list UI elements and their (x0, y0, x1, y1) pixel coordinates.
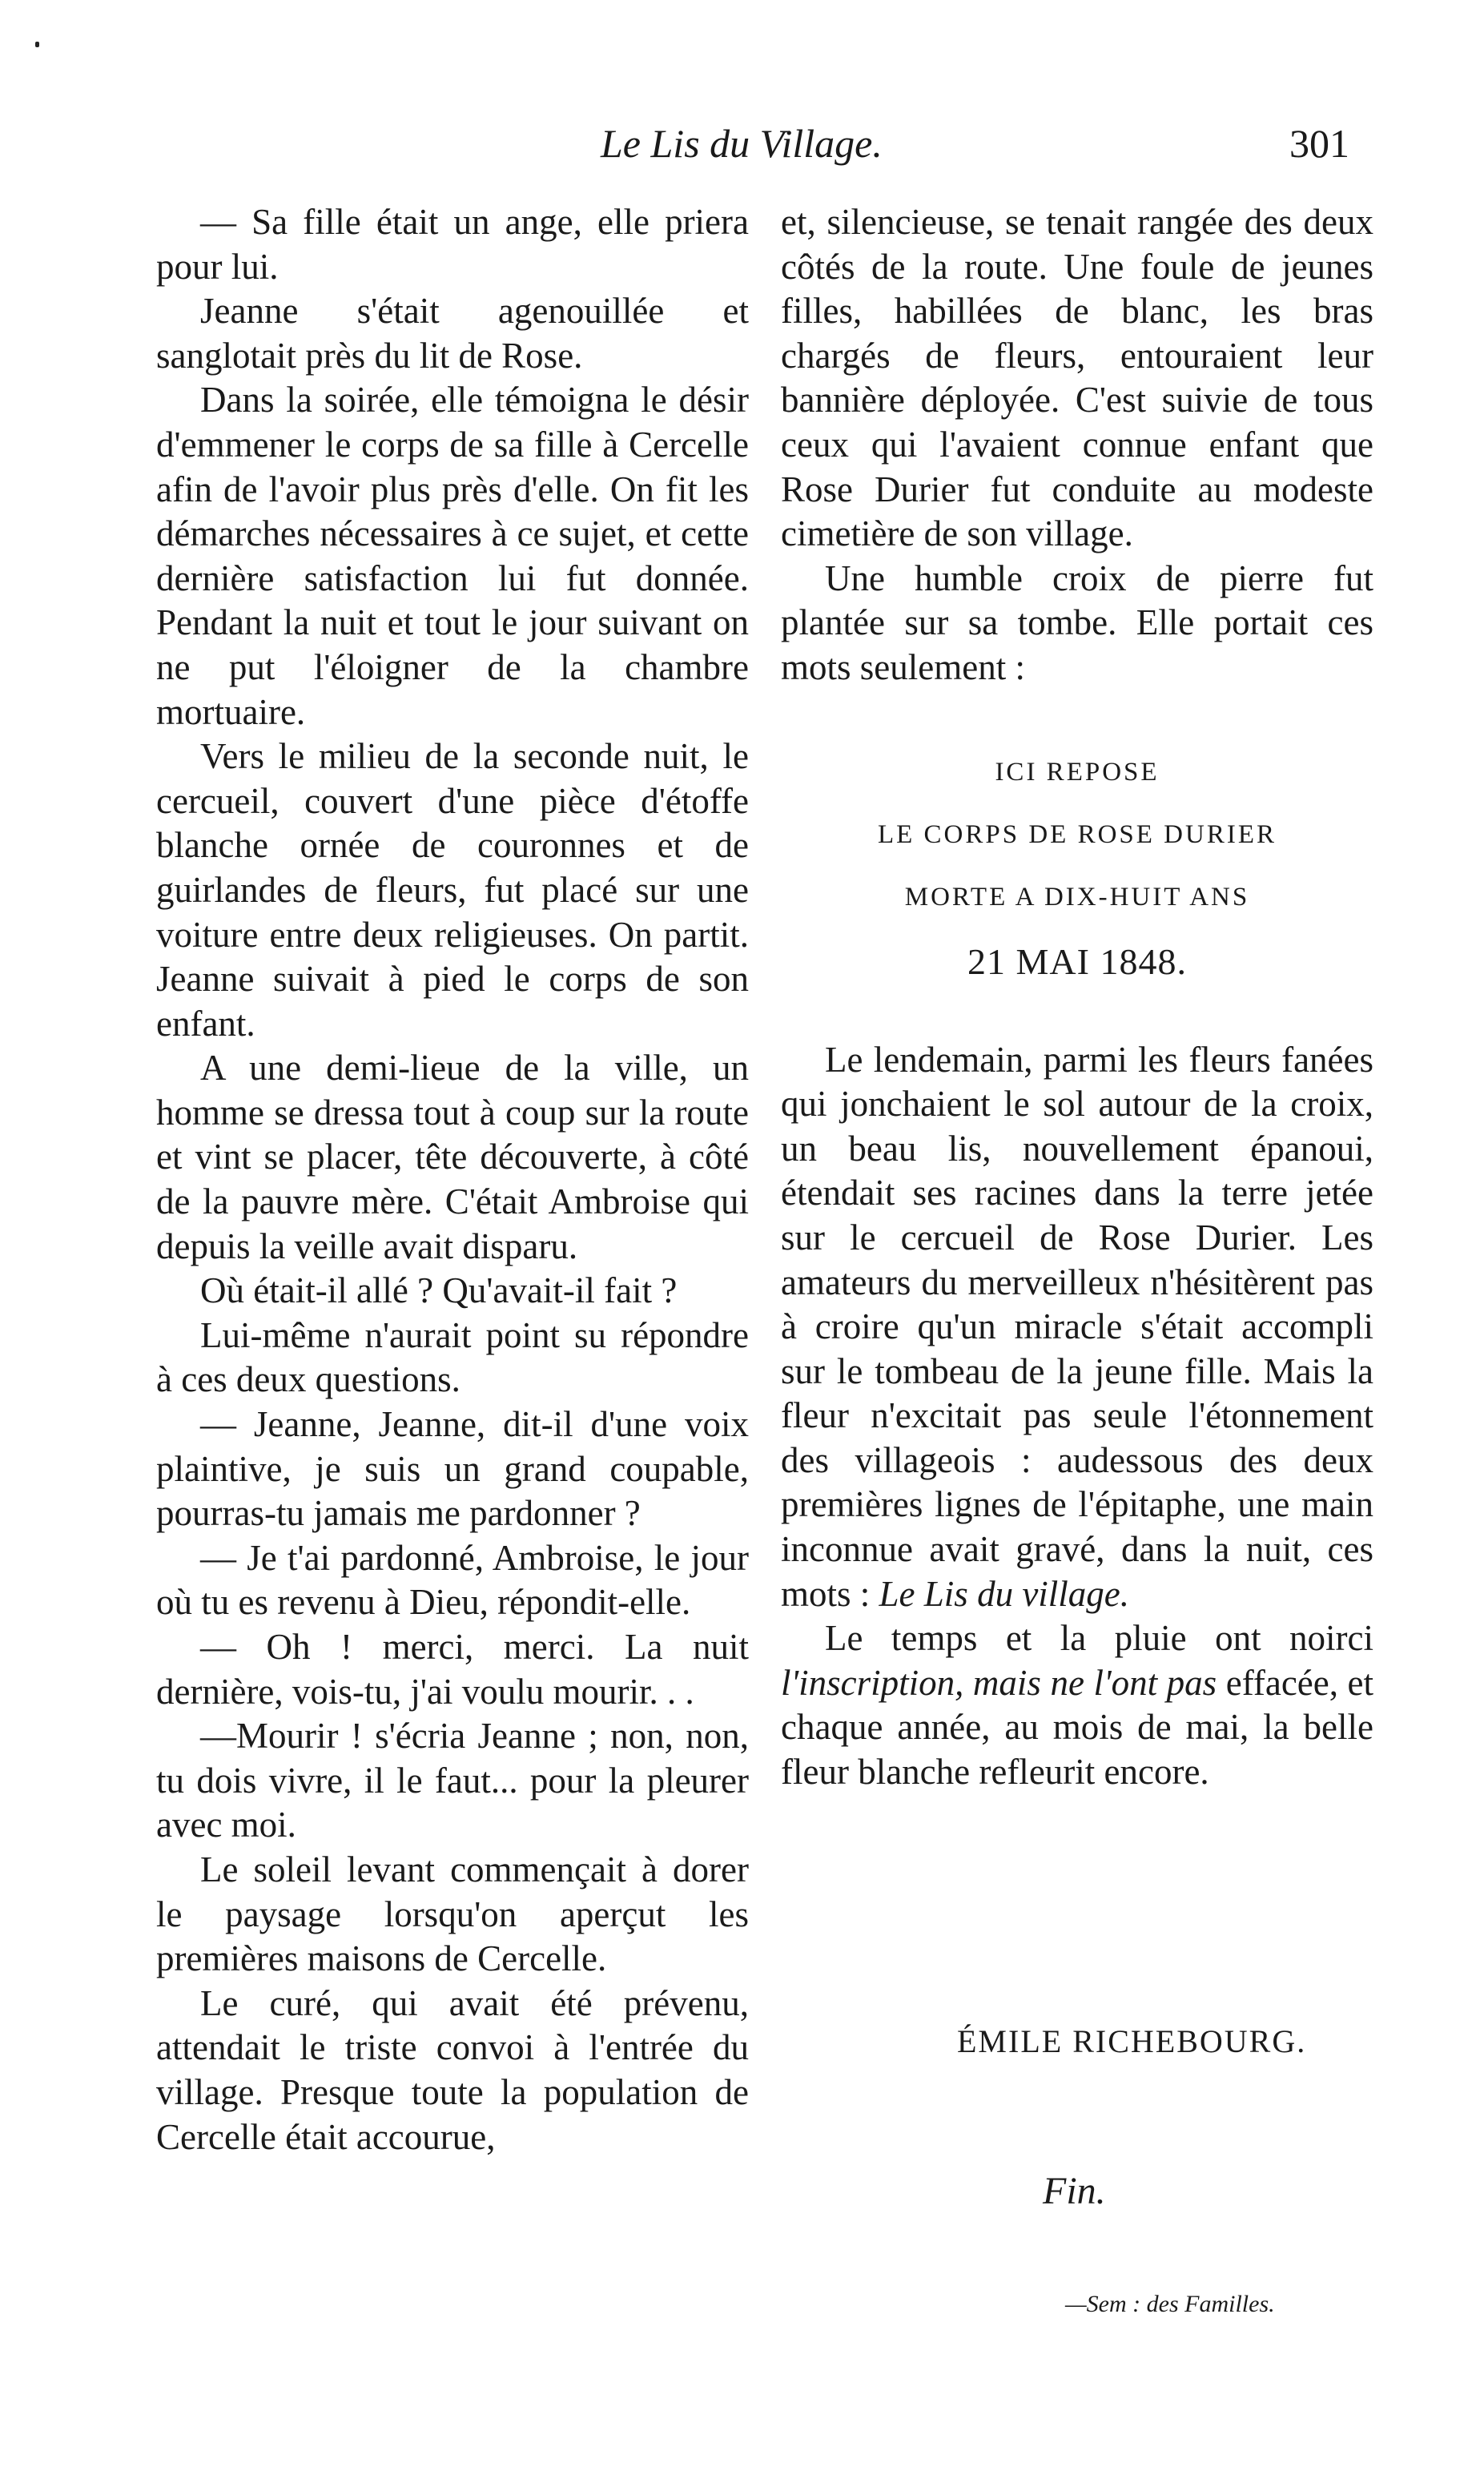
paragraph: Le curé, qui avait été prévenu, attendait le triste convoi à l'entrée du village. Presque toute la population de Cercelle était accourue, (156, 1982, 749, 2157)
paragraph: — Jeanne, Jeanne, dit-il d'une voix plaintive, je suis un grand coupable, pourras-tu jamais me pardonner ? (156, 1404, 749, 1534)
paragraph (781, 1616, 1373, 1794)
end-mark: Fin. (1043, 2170, 1106, 2212)
epitaph-line: ICI REPOSE (995, 757, 1160, 787)
paragraph: Une humble croix de pierre fut plantée sur sa tombe. Elle portait ces mots seulement : (781, 557, 1373, 687)
paragraph: A une demi-lieue de la ville, un homme se dressa tout à coup sur la route et vint se placer, tête découverte, à côté de la pauvre mère. C'était Ambroise qui depuis la veille avait disparu. (156, 1048, 749, 1266)
paragraph: — Oh ! merci, merci. La nuit dernière, vois-tu, j'ai voulu mourir. . . (156, 1627, 749, 1712)
paragraph: Vers le milieu de la seconde nuit, le cercueil, couvert d'une pièce d'étoffe blanche ornée de couronnes et de guirlandes de fleurs, fut placé sur une voiture entre deux religieuses. On partit. Jeanne suivait à pied le corps de son enfant. (156, 736, 749, 1044)
page-header (0, 120, 1484, 184)
paragraph: Jeanne s'était agenouillée et sanglotait près du lit de Rose. (156, 291, 749, 376)
epitaph-line: MORTE A DIX-HUIT ANS (904, 882, 1250, 912)
author-signature: ÉMILE RICHEBOURG. (957, 2023, 1307, 2059)
paragraph-text: Le lendemain, parmi les fleurs fanées qui jonchaient le sol autour de la croix, un beau lis, nouvellement épanoui, étendait ses racines dans la terre jetée sur le cercueil de Rose Durier. Les amateurs du merveilleux n'hésitèrent pas à croire qu'un miracle s'était accompli sur le tombeau de la jeune fille. Mais la fleur n'excitait pas seule l'étonnement des villageois : audessous des deux premières lignes de l'épitaphe, une main inconnue avait gravé, dans la nuit, ces mots : (781, 1039, 1373, 1614)
paragraph-text: Le temps et la pluie ont noirci (825, 1618, 1373, 1659)
epitaph-line: LE CORPS DE ROSE DURIER (877, 819, 1277, 849)
inscription-title: Le Lis du village. (879, 1573, 1130, 1614)
paragraph-italic-text: l'inscription, mais ne l'ont pas (781, 1662, 1217, 1703)
page-number: 301 (1289, 121, 1349, 166)
paragraph: Lui-même n'aurait point su répondre à ces deux questions. (156, 1314, 749, 1400)
paragraph: Où était-il allé ? Qu'avait-il fait ? (200, 1270, 678, 1311)
paragraph: — Sa fille était un ange, elle priera pour lui. (156, 202, 749, 287)
paragraph-continuation: et, silencieuse, se tenait rangée des deux côtés de la route. Une foule de jeunes filles, habillées de blanc, les bras chargés de fleurs, entouraient leur bannière déployée. C'est suivie de tous ceux qui l'avaient connue enfant que Rose Durier fut conduite au modeste cimetière de son village. (781, 202, 1373, 554)
paragraph: —Mourir ! s'écria Jeanne ; non, non, tu dois vivre, il le faut... pour la pleurer avec moi. (156, 1716, 749, 1845)
source-credit: —Sem : des Familles. (1065, 2291, 1275, 2317)
paragraph (781, 1038, 1373, 1617)
paragraph-text: effacée, et chaque année, au mois de mai, la belle fleur blanche refleurit encore. (781, 1662, 1374, 1793)
epitaph (781, 758, 1373, 982)
epitaph-date: 21 MAI 1848. (967, 940, 1187, 982)
right-column (781, 200, 1373, 1795)
paragraph: — Je t'ai pardonné, Ambroise, le jour où tu es revenu à Dieu, répondit-elle. (156, 1537, 749, 1623)
left-column (156, 200, 749, 2159)
paragraph: Le soleil levant commençait à dorer le paysage lorsqu'on aperçut les premières maisons de Cercelle. (156, 1849, 749, 1979)
ink-speck (35, 42, 39, 47)
running-title: Le Lis du Village. (601, 121, 883, 166)
paragraph: Dans la soirée, elle témoigna le désir d'emmener le corps de sa fille à Cercelle afin de l'avoir plus près d'elle. On fit les démarches nécessaires à ce sujet, et cette dernière satisfaction lui fut donnée. Pendant la nuit et tout le jour suivant on ne put l'éloigner de la chambre mortuaire. (156, 380, 749, 732)
